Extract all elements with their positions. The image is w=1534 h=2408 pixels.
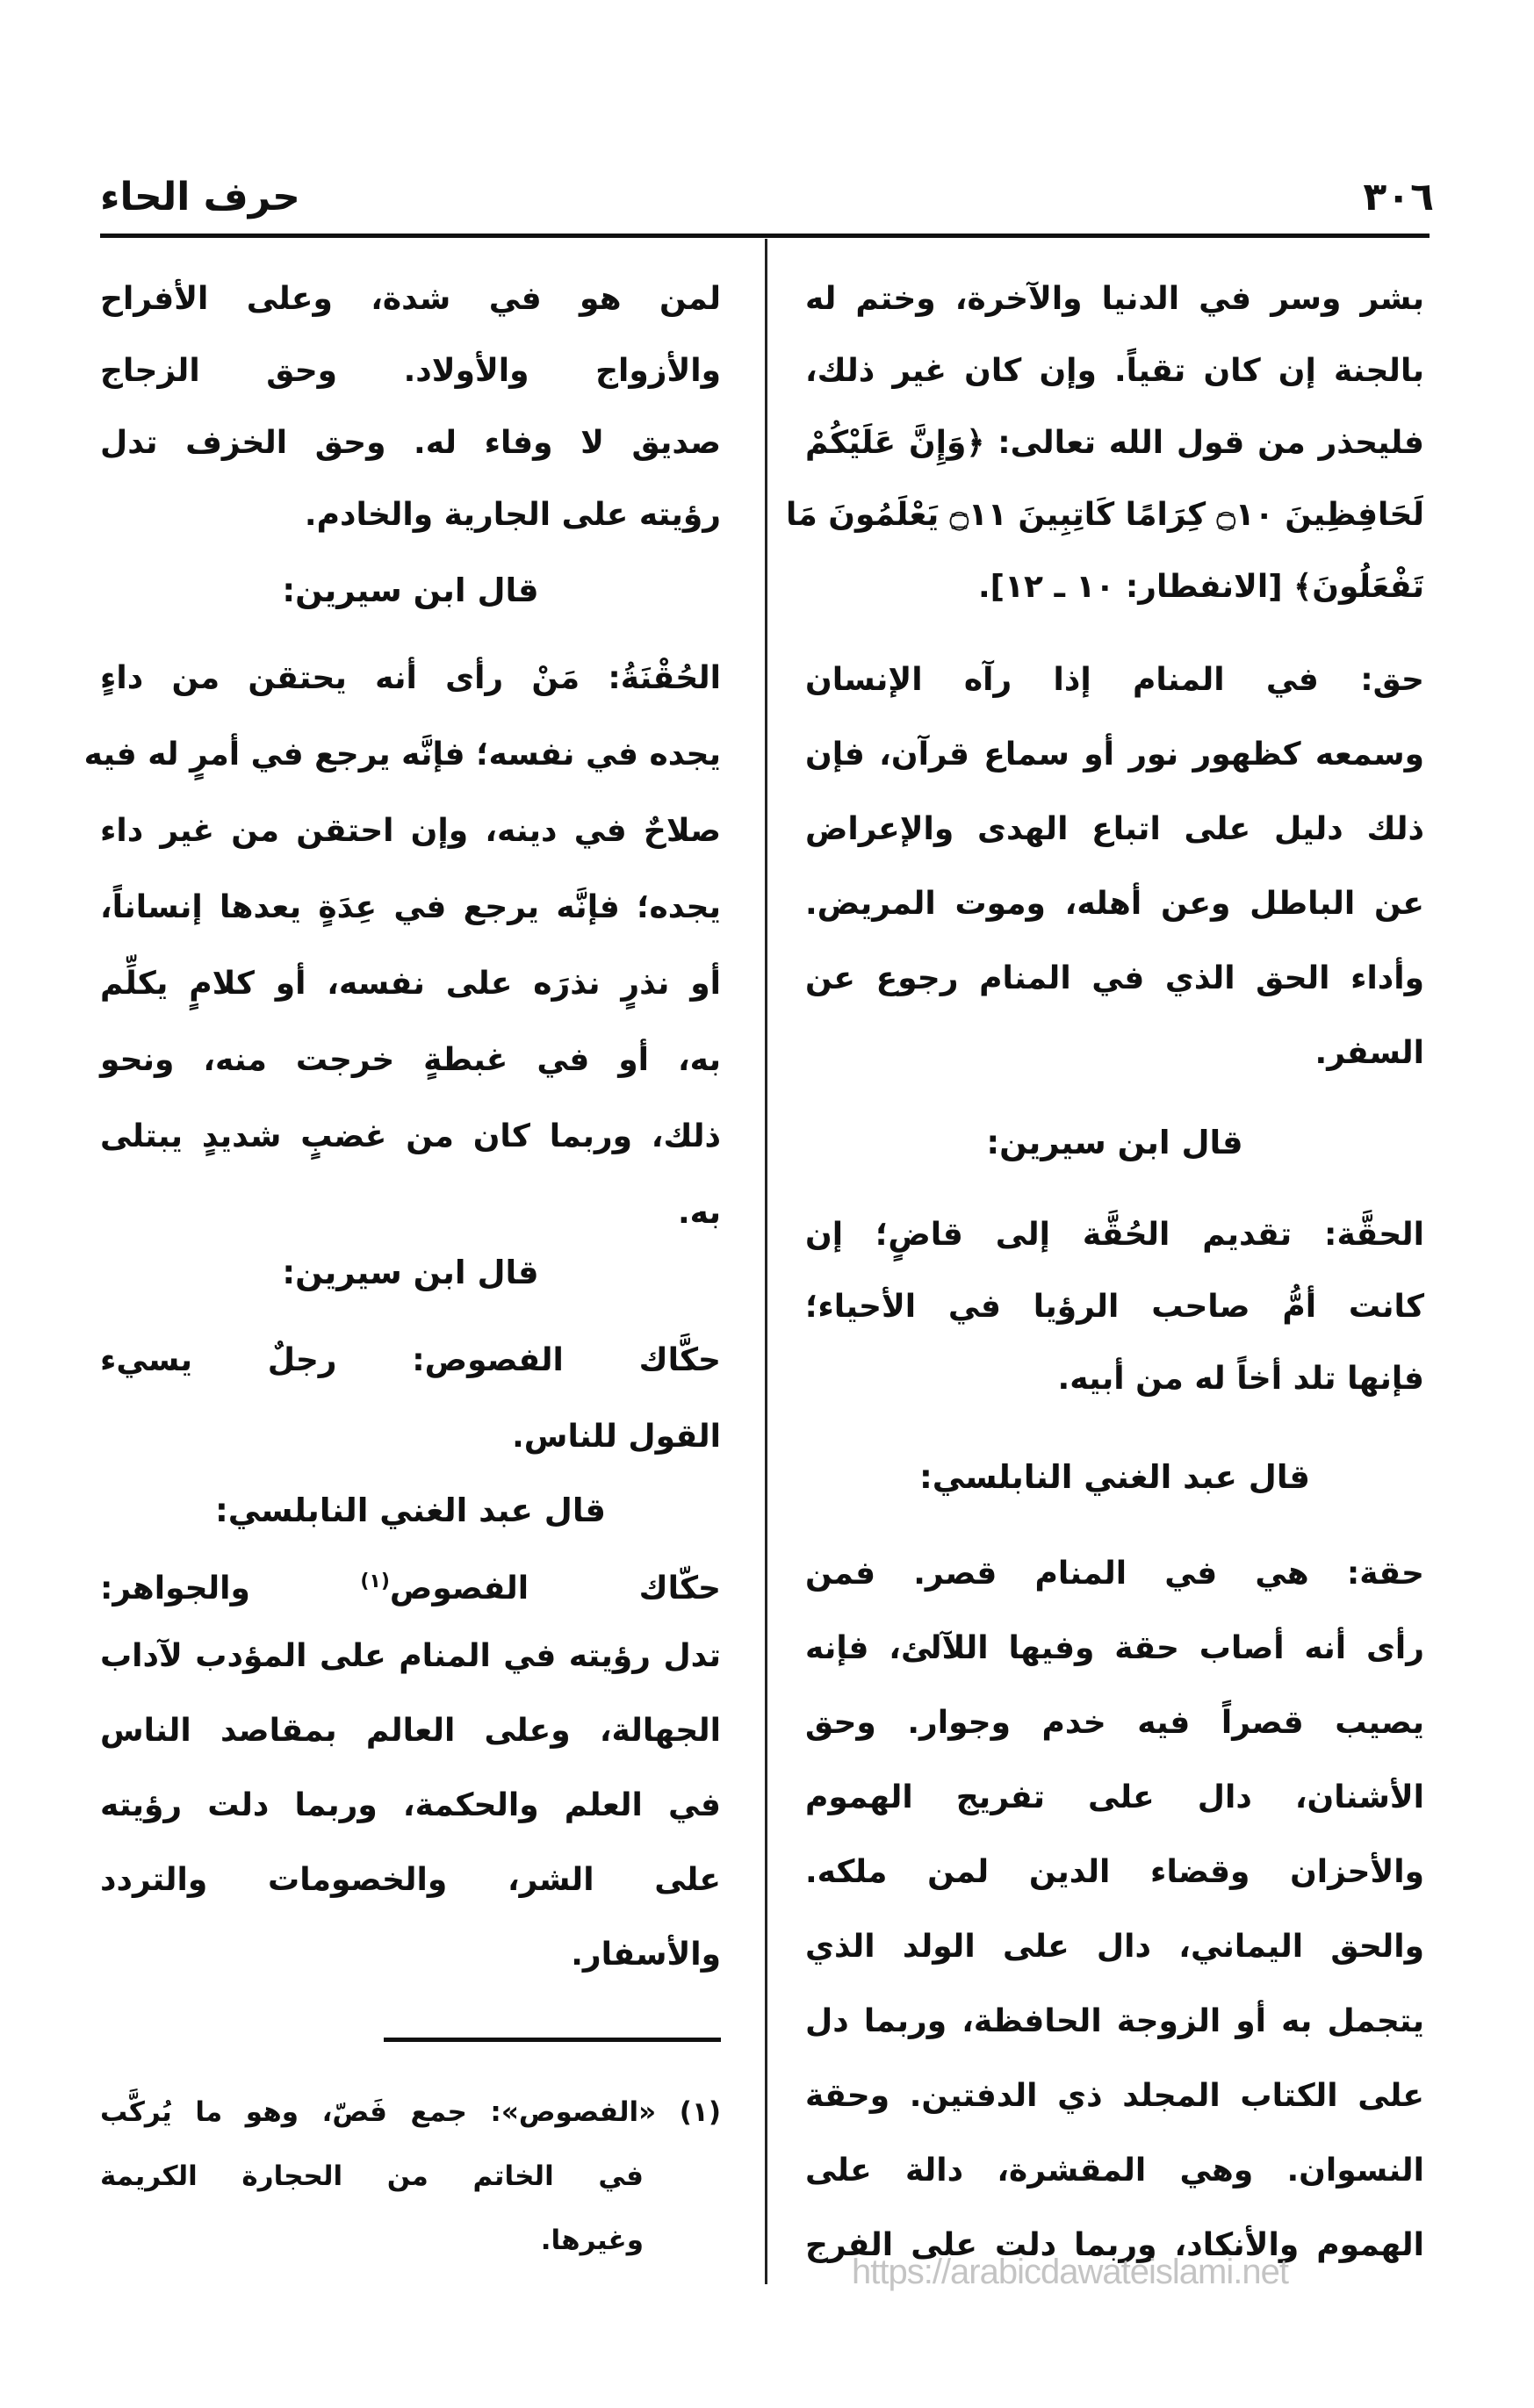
text-line: الأشنان، دال على تفريج الهموم [805, 1779, 1424, 1815]
right-paragraph-1 [785, 263, 1424, 623]
text-line: يتجمل به أو الزوجة الحافظة، وربما دل [805, 2003, 1424, 2039]
right-paragraph-4 [805, 1536, 1424, 2282]
right-paragraph-2 [805, 643, 1424, 1090]
text-line: الهموم والأنكاد، وربما دلت على الفرج [805, 2227, 1424, 2263]
left-paragraph-1 [100, 263, 721, 551]
text-line: تَفْعَلُونَ﴾ [الانفطار: ١٠ ـ ١٢]. [977, 569, 1424, 605]
text-line: فإنها تلد أخاً له من أبيه. [1057, 1361, 1424, 1397]
left-paragraph-2 [83, 640, 721, 1251]
text-line: فليحذر من قول الله تعالى: ﴿وَإِنَّ عَلَيْكُمْ [805, 425, 1424, 461]
text-line: حكَّاك الفصوص: رجلٌ يسيء [100, 1342, 721, 1378]
section-heading: قال عبد الغني النابلسي: [918, 1458, 1311, 1496]
text-line: به. [677, 1195, 721, 1231]
text-line: رؤيته على الجارية والخادم. [304, 497, 721, 533]
text-line: الجهالة، وعلى العالم بمقاصد الناس [100, 1713, 721, 1749]
text-line: وسمعه كظهور نور أو سماع قرآن، فإن [805, 737, 1424, 773]
text-line: في العلم والحكمة، وربما دلت رؤيته [100, 1787, 721, 1823]
entry-term-rest: والجواهر: [100, 1571, 361, 1607]
running-title: حرف الحاء [100, 175, 300, 219]
section-heading: قال ابن سيرين: [282, 1254, 539, 1291]
text-line: صلاحٌ في دينه، وإن احتقن من غير داء [100, 813, 721, 849]
text-line: يجده؛ فإنَّه يرجع في عِدَةٍ يعدها إنساناً، [100, 889, 721, 925]
text-line: على الكتاب المجلد ذي الدفتين. وحقة [805, 2078, 1424, 2114]
text-line: والحق اليماني، دال على الولد الذي [805, 1929, 1424, 1965]
text-line: بشر وسر في الدنيا والآخرة، وختم له [805, 281, 1424, 317]
text-line: الحقَّة: تقديم الحُقَّة إلى قاضٍ؛ إن [805, 1217, 1424, 1253]
watermark-url: https://arabicdawateislami.net [852, 2253, 1288, 2291]
text-line: على الشر، والخصومات والتردد [100, 1862, 721, 1898]
text-line: ذلك، وربما كان من غضبٍ شديدٍ يبتلى [100, 1118, 721, 1154]
entry-term: حكّاك الفصوص [389, 1571, 721, 1607]
left-paragraph-4 [100, 1544, 721, 1992]
text-line: تدل رؤيته في المنام على المؤدب لآداب [100, 1638, 721, 1674]
section-heading: قال عبد الغني النابلسي: [214, 1492, 607, 1529]
section-heading: قال ابن سيرين: [986, 1124, 1243, 1161]
text-line: بالجنة إن كان تقياً. وإن كان غير ذلك، [805, 353, 1424, 389]
text-line: حقة: هي في المنام قصر. فمن [805, 1556, 1424, 1592]
footnote [100, 2081, 721, 2273]
text-line: النسوان. وهي المقشرة، دالة على [805, 2153, 1424, 2189]
text-line: لمن هو في شدة، وعلى الأفراح [100, 281, 721, 317]
text-line: وأداء الحق الذي في المنام رجوع عن [805, 960, 1424, 996]
section-heading: قال ابن سيرين: [282, 571, 539, 609]
footnote-line: (١) «الفصوص»: جمع فَصّ، وهو ما يُركَّب [100, 2096, 721, 2128]
text-line: كانت أمُّ صاحب الرؤيا في الأحياء؛ [805, 1289, 1424, 1325]
column-divider [765, 239, 767, 2284]
header-rule [100, 234, 1430, 238]
footnote-line: وغيرها. [540, 2225, 644, 2256]
text-line: لَحَافِظِينَ ۝١٠ كِرَامًا كَاتِبِينَ ۝١١ يَعْلَمُونَ مَا [785, 497, 1424, 533]
text-line: الحُقْنَةُ: مَنْ رأى أنه يحتقن من داءٍ [100, 660, 721, 696]
text-line: والأسفار. [571, 1937, 721, 1973]
text-line: صديق لا وفاء له. وحق الخزف تدل [100, 425, 721, 461]
text-line: يصيب قصراً فيه خدم وجوار. وحق [805, 1705, 1424, 1741]
footnote-rule [384, 2038, 721, 2042]
page-number: ٣٠٦ [1363, 175, 1434, 219]
text-line: به، أو في غبطةٍ خرجت منه، ونحو [100, 1042, 721, 1078]
text-line: والأحزان وقضاء الدين لمن ملكه. [805, 1854, 1424, 1890]
left-paragraph-3 [100, 1322, 721, 1475]
text-line: عن الباطل وعن أهله، وموت المريض. [805, 886, 1424, 922]
text-line: يجده في نفسه؛ فإنَّه يرجع في أمرٍ له فيه [83, 737, 721, 773]
text-line: حق: في المنام إذا رآه الإنسان [805, 662, 1424, 698]
text-line: السفر. [1314, 1035, 1424, 1071]
text-line: رأى أنه أصاب حقة وفيها اللآلئ، فإنه [805, 1630, 1424, 1666]
text-line [100, 1544, 721, 1619]
footnote-line: في الخاتم من الحجارة الكريمة [100, 2160, 644, 2192]
text-line: ذلك دليل على اتباع الهدى والإعراض [805, 811, 1424, 847]
right-paragraph-3 [805, 1199, 1424, 1415]
text-line: القول للناس. [512, 1419, 721, 1455]
text-line: والأزواج والأولاد. وحق الزجاج [100, 353, 721, 389]
footnote-reference[interactable]: (١) [360, 1571, 390, 1592]
text-line: أو نذرٍ نذرَه على نفسه، أو كلامٍ يكلِّم [100, 966, 721, 1002]
